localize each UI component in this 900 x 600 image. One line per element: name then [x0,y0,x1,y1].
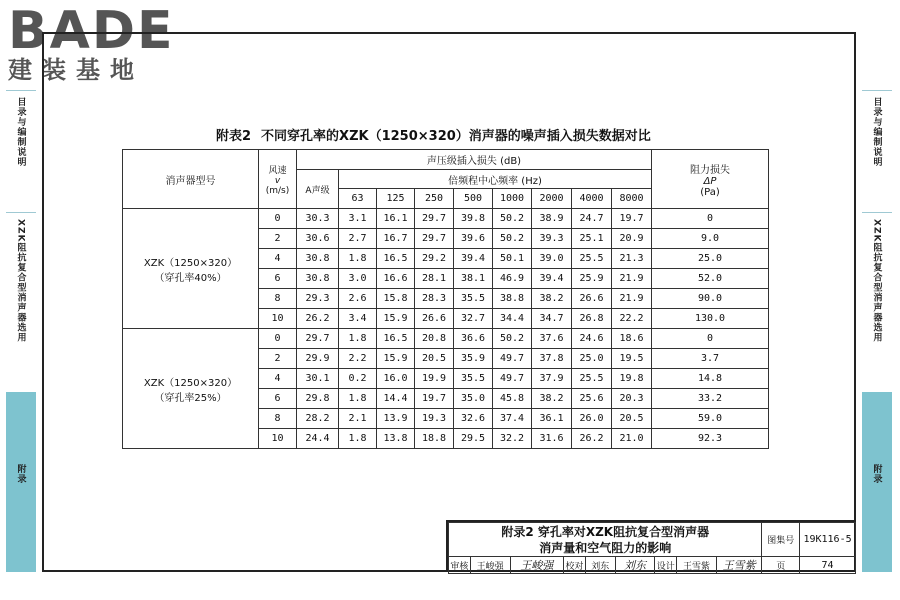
table-cell: 20.3 [612,389,652,409]
table-cell: 39.0 [532,249,572,269]
table-title [216,125,651,144]
table-cell: 46.9 [493,269,532,289]
table-cell: 38.9 [532,209,572,229]
table-cell: 39.8 [454,209,493,229]
table-cell: 30.1 [297,369,339,389]
table-cell: 20.5 [415,349,454,369]
table-cell: 37.4 [493,409,532,429]
table-cell: 29.5 [454,429,493,449]
header-frequency: 500 [454,189,493,209]
table-cell: 25.9 [572,269,612,289]
table-cell: 3.1 [339,209,377,229]
table-cell: 0 [259,329,297,349]
table-cell: 16.1 [377,209,415,229]
table-cell: 38.8 [493,289,532,309]
header-octave-center: 倍频程中心频率 (Hz) [339,170,652,189]
table-title-label: 附表2 [216,129,252,144]
table-row [123,209,769,229]
table-cell: 16.5 [377,329,415,349]
table-cell: 8 [259,409,297,429]
logo-chinese: 建装基地 [8,56,144,84]
header-resistance: 阻力损失 ΔP (Pa) [652,150,769,209]
table-cell: 28.3 [415,289,454,309]
table-cell: 2.2 [339,349,377,369]
table-cell: 52.0 [652,269,769,289]
designer-signature: 王雪紫 [716,557,762,574]
table-cell: 25.0 [572,349,612,369]
table-cell: 30.8 [297,249,339,269]
table-cell: 21.9 [612,289,652,309]
table-cell: 92.3 [652,429,769,449]
page-number: 74 [800,557,856,574]
table-cell: 36.6 [454,329,493,349]
reviewer-name: 王峻强 [470,557,510,574]
table-cell: 30.3 [297,209,339,229]
table-cell: 3.4 [339,309,377,329]
table-cell: 24.7 [572,209,612,229]
table-cell: 18.8 [415,429,454,449]
table-cell: 29.7 [297,329,339,349]
table-cell: 1.8 [339,389,377,409]
table-cell: 21.0 [612,429,652,449]
table-cell: 15.9 [377,309,415,329]
table-cell: 28.2 [297,409,339,429]
table-cell: 31.6 [532,429,572,449]
table-cell: 19.8 [612,369,652,389]
designer-name: 王雪紫 [677,557,717,574]
side-tab-contents[interactable] [6,90,36,212]
table-cell: 26.8 [572,309,612,329]
table-cell: 3.0 [339,269,377,289]
table-cell: 3.7 [652,349,769,369]
table-cell: 16.0 [377,369,415,389]
table-cell: 1.8 [339,329,377,349]
table-cell: 19.9 [415,369,454,389]
table-cell: 16.5 [377,249,415,269]
side-tab-label: 目录与编制说明 [871,97,882,167]
table-cell: 37.6 [532,329,572,349]
drawing-title: 附录2 穿孔率对XZK阻抗复合型消声器 消声量和空气阻力的影响 [449,523,762,557]
table-cell: 13.9 [377,409,415,429]
page-label: 页 [762,557,800,574]
table-cell: 90.0 [652,289,769,309]
table-cell: 37.9 [532,369,572,389]
logo-brand: BADE [8,1,175,61]
table-cell: 13.8 [377,429,415,449]
table-cell: 35.5 [454,289,493,309]
table-cell: 50.2 [493,209,532,229]
side-tab-contents-right[interactable] [862,90,892,212]
side-tab-appendix[interactable] [6,392,36,572]
table-cell: 26.6 [415,309,454,329]
table-cell: 19.3 [415,409,454,429]
table-cell: 35.0 [454,389,493,409]
table-cell: 4 [259,249,297,269]
table-cell: 1.8 [339,249,377,269]
header-frequency: 63 [339,189,377,209]
table-cell: 15.9 [377,349,415,369]
reviewer-signature: 王峻强 [510,557,564,574]
table-cell: 30.8 [297,269,339,289]
table-cell: 39.4 [532,269,572,289]
table-cell: 19.7 [415,389,454,409]
side-tab-label: 附录 [15,464,26,484]
table-cell: 32.2 [493,429,532,449]
header-frequency: 2000 [532,189,572,209]
table-cell: 19.7 [612,209,652,229]
table-cell: 25.5 [572,249,612,269]
table-cell: 9.0 [652,229,769,249]
side-tab-appendix-right[interactable] [862,392,892,572]
table-cell: 29.7 [415,209,454,229]
table-cell: 2.1 [339,409,377,429]
header-frequency: 250 [415,189,454,209]
table-cell: 34.4 [493,309,532,329]
table-cell: 38.2 [532,289,572,309]
table-cell: 26.6 [572,289,612,309]
header-a-weighted: A声级 [297,170,339,209]
table-cell: 29.3 [297,289,339,309]
side-tab-label: XZK阻抗复合型消声器选用 [15,219,26,343]
table-cell: 37.8 [532,349,572,369]
header-frequency: 1000 [493,189,532,209]
table-cell: 2 [259,229,297,249]
table-cell: 20.9 [612,229,652,249]
table-cell: 50.1 [493,249,532,269]
table-cell: 25.1 [572,229,612,249]
table-cell: 32.7 [454,309,493,329]
table-cell: 0 [259,209,297,229]
table-cell: 4 [259,369,297,389]
table-cell: 24.6 [572,329,612,349]
atlas-number: 19K116-5 [800,523,856,557]
table-cell: 15.8 [377,289,415,309]
table-cell: 49.7 [493,349,532,369]
title-block [446,520,856,572]
table-cell: 10 [259,429,297,449]
table-cell: 30.6 [297,229,339,249]
table-cell: 16.7 [377,229,415,249]
table-row [123,329,769,349]
insertion-loss-table [122,149,769,449]
header-insertion-loss: 声压级插入损失 (dB) [297,150,652,170]
side-tab-xzk[interactable] [6,212,36,392]
header-frequency: 8000 [612,189,652,209]
table-cell: 26.0 [572,409,612,429]
table-cell: 22.2 [612,309,652,329]
table-cell: 29.7 [415,229,454,249]
table-cell: 6 [259,389,297,409]
side-tab-label: 附录 [871,464,882,484]
model-cell-group-2: XZK（1250×320） （穿孔率25%） [123,329,259,449]
table-cell: 35.9 [454,349,493,369]
header-model: 消声器型号 [123,150,259,209]
table-cell: 19.5 [612,349,652,369]
table-cell: 26.2 [572,429,612,449]
table-title-text: 不同穿孔率的XZK（1250×320）消声器的噪声插入损失数据对比 [261,129,651,144]
table-cell: 34.7 [532,309,572,329]
table-cell: 45.8 [493,389,532,409]
table-cell: 49.7 [493,369,532,389]
table-cell: 14.8 [652,369,769,389]
table-cell: 21.3 [612,249,652,269]
checker-name: 刘东 [585,557,615,574]
table-cell: 20.5 [612,409,652,429]
table-cell: 29.8 [297,389,339,409]
table-cell: 24.4 [297,429,339,449]
table-cell: 21.9 [612,269,652,289]
table-cell: 32.6 [454,409,493,429]
table-cell: 39.3 [532,229,572,249]
table-cell: 18.6 [612,329,652,349]
table-cell: 59.0 [652,409,769,429]
table-cell: 25.0 [652,249,769,269]
atlas-label: 图集号 [762,523,800,557]
table-cell: 50.2 [493,229,532,249]
table-cell: 38.2 [532,389,572,409]
table-cell: 28.1 [415,269,454,289]
table-cell: 2.7 [339,229,377,249]
table-cell: 29.9 [297,349,339,369]
table-cell: 20.8 [415,329,454,349]
table-cell: 0.2 [339,369,377,389]
table-cell: 35.5 [454,369,493,389]
table-cell: 0 [652,329,769,349]
table-cell: 1.8 [339,429,377,449]
side-tab-label: XZK阻抗复合型消声器选用 [871,219,882,343]
table-cell: 25.5 [572,369,612,389]
header-wind-speed: 风速 v (m/s) [259,150,297,209]
table-cell: 36.1 [532,409,572,429]
table-cell: 50.2 [493,329,532,349]
side-tab-label: 目录与编制说明 [15,97,26,167]
table-cell: 130.0 [652,309,769,329]
table-cell: 0 [652,209,769,229]
checker-signature: 刘东 [615,557,655,574]
header-frequency: 4000 [572,189,612,209]
table-cell: 39.4 [454,249,493,269]
table-cell: 39.6 [454,229,493,249]
table-cell: 25.6 [572,389,612,409]
table-cell: 14.4 [377,389,415,409]
table-cell: 10 [259,309,297,329]
table-cell: 38.1 [454,269,493,289]
table-cell: 6 [259,269,297,289]
table-cell: 26.2 [297,309,339,329]
table-cell: 2 [259,349,297,369]
table-cell: 33.2 [652,389,769,409]
table-cell: 29.2 [415,249,454,269]
table-cell: 8 [259,289,297,309]
design-label: 设计 [655,557,677,574]
side-tab-xzk-right[interactable] [862,212,892,392]
model-cell-group-1: XZK（1250×320） （穿孔率40%） [123,209,259,329]
header-frequency: 125 [377,189,415,209]
table-cell: 16.6 [377,269,415,289]
table-cell: 2.6 [339,289,377,309]
review-label: 审核 [449,557,471,574]
check-label: 校对 [564,557,586,574]
